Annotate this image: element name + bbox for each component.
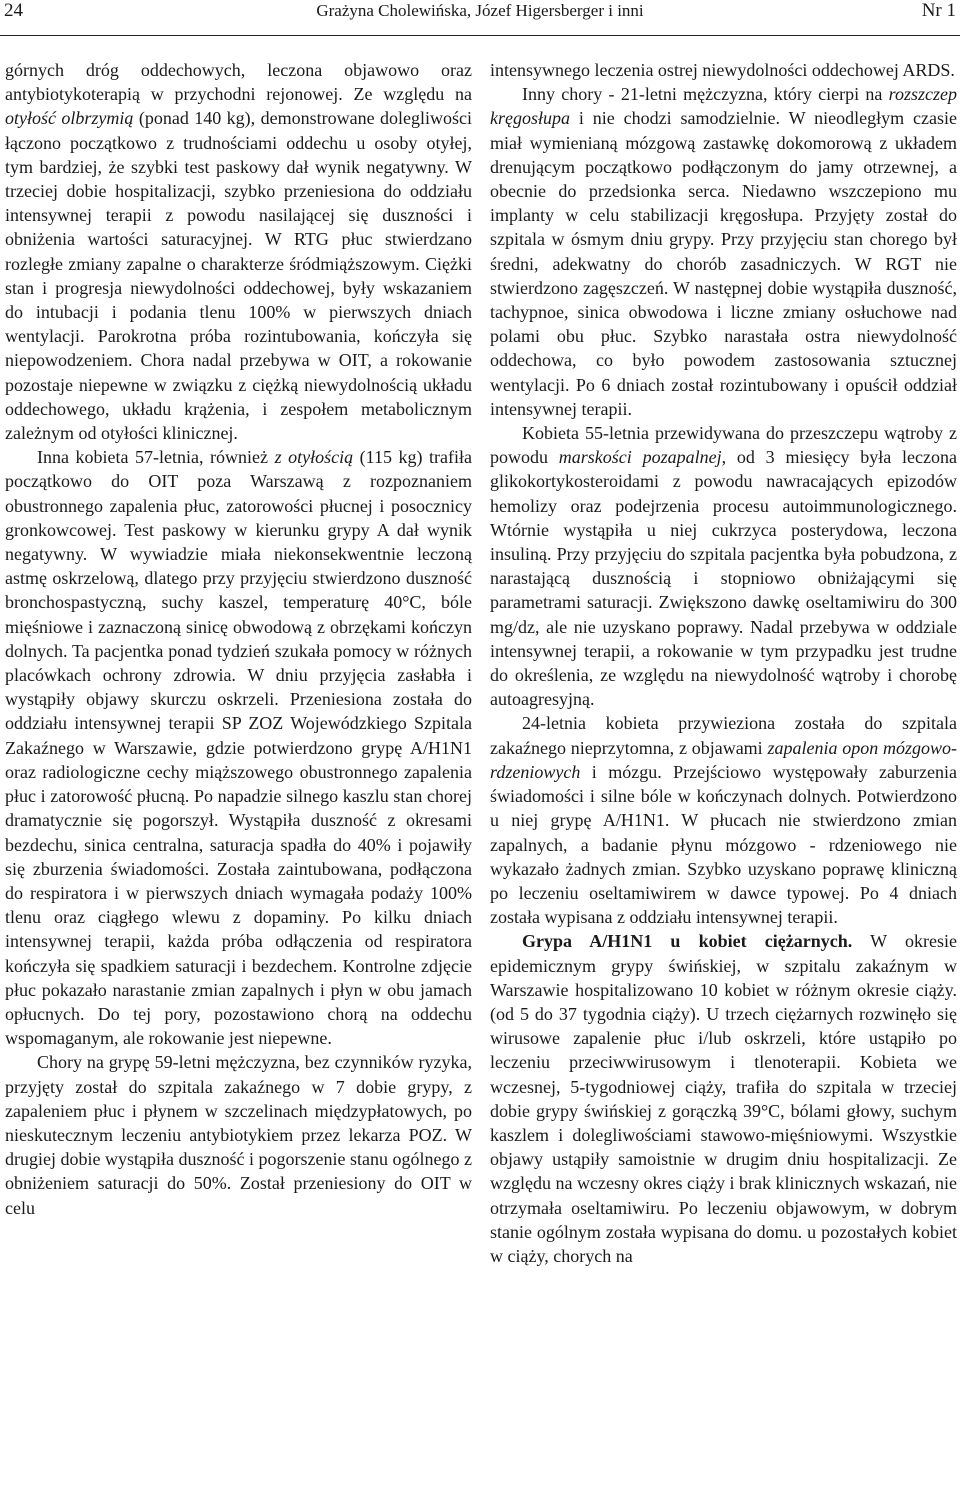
issue-number: Nr 1 [921,0,956,21]
section-heading: Grypa A/H1N1 u kobiet ciężarnych. [522,931,853,952]
running-header-authors: Grażyna Cholewińska, Józef Higersberger i inni [316,1,644,20]
right-column [490,58,957,1268]
emphasis: rozszczep kręgosłupa [490,84,957,129]
page-number: 24 [4,0,23,21]
paragraph: Inny chory - 21-letni mężczyzna, który cierpi na rozszczep kręgosłupa i nie chodzi samodzielnie. W nieodległym czasie miał wymienianą mózgową zastawkę dokomorową z układem drenującym początkowo podłączonym do jamy otrzewnej, a obecnie do przedsionka serca. Niedawno wszczepiono mu implanty w celu stabilizacji kręgosłupa. Przyjęty został do szpitala w ósmym dniu grypy. Przy przyjęciu stan chorego był średni, adekwatny do chorób zasadniczych. W RGT nie stwierdzono zagęszczeń. W następnej dobie wystąpiła duszność, tachypnoe, sinica obwodowa i liczne zmiany osłuchowe nad polami obu płuc. Szybko narastała ostra niewydolność oddechowa, co było powodem zastosowania sztucznej wentylacji. Po 6 dniach został rozintubowany i opuścił oddział intensywnej terapii. [490,84,957,419]
paragraph: intensywnego leczenia ostrej niewydolności oddechowej ARDS. [490,60,955,80]
emphasis: z otyłością [274,447,354,468]
paragraph: górnych dróg oddechowych, leczona objawowo oraz antybiotykoterapią w przychodni rejonowej. Ze względu na otyłość olbrzymią (ponad 140 kg), demonstrowane dolegliwości łączono początkowo z trudnościami oddechu u osoby otyłej, tym bardziej, że szybki test paskowy dał wynik negatywny. W trzeciej dobie hospitalizacji, szybko przeniesiona do oddziału intensywnej terapii z powodu nasilającej się duszności i obniżenia wartości saturacyjnej. W RTG płuc stwierdzano rozległe zmiany zapalne o charakterze śródmiąższowym. Ciężki stan i progresja niewydolności oddechowej, były wskazaniem do intubacji i podania tlenu 100% w pierwszych dniach wentylacji. Parokrotna próba rozintubowania, kończyła się niepowodzeniem. Chora nadal przebywa w OIT, a rokowanie pozostaje niepewne w związku z ciężką niewydolnością układu oddechowego, układu krążenia, i zespołem metabolicznym zależnym od otyłości klinicznej. [5,60,472,444]
emphasis: zapalenia opon mózgowo-rdzeniowych [490,737,958,782]
paragraph: Inna kobieta 57-letnia, również z otyłością (115 kg) trafiła początkowo do OIT poza Warszawą z rozpoznaniem obustronnego zapalenia płuc, zatorowości płucnej i posocznicy gronkowcowej. Test paskowy w kierunku grypy A dał wynik negatywny. W wywiadzie miała niekonsekwentnie leczoną astmę oskrzelową, dlatego przy przyjęciu stwierdzono duszność bronchospastyczną, suchy kaszel, temperaturę 40°C, bóle mięśniowe i zaznaczoną sinicę obwodową z obrzękami kończyn dolnych. Ta pacjentka ponad tydzień szukała pomocy w różnych placówkach ochrony zdrowia. W dniu przyjęcia zasłabła i wystąpiły objawy skurczu oskrzeli. Przeniesiona została do oddziału intensywnej terapii SP ZOZ Wojewódzkiego Szpitala Zakaźnego w Warszawie, gdzie potwierdzono grypę A/H1N1 oraz radiologiczne cechy miąższowego obustronnego zapalenia płuc i zatorowość płucną. Po napadzie silnego kaszlu stan chorej dramatycznie się pogorszył. Wystąpiła duszność z okresami bezdechu, sinica centralna, saturacja spadła do 40% i pojawiły się zburzenia świadomości. Została zaintubowana, podłączona do respiratora i w pierwszych dniach wymagała podaży 100% tlenu oraz ciągłego wlewu z dopaminy. Po kilku dniach intensywnej terapii, każda próba odłączenia od respiratora kończyła się spadkiem saturacji i bezdechem. Kontrolne zdjęcie płuc pokazało narastanie zmian zapalnych i płyn w obu jamach opłucnych. Do tej pory, pozostawiono chorą na oddechu wspomaganym, ale rokowanie jest niepewne. [5,447,472,1049]
paragraph: 24-letnia kobieta przywieziona została do szpitala zakaźnego nieprzytomna, z objawami zapalenia opon mózgowo-rdzeniowych i mózgu. Przejściowo występowały zaburzenia świadomości i silne bóle w kończynach dolnych. Potwierdzono u niej grypę A/H1N1. W płucach nie stwierdzono zmian zapalnych, a badanie płynu mózgowo - rdzeniowego nie wykazało żadnych zmian. Szybko uzyskano poprawę kliniczną po leczeniu oseltamiwirem w dawce typowej. Po 4 dniach została wypisana z oddziału intensywnej terapii. [490,713,958,928]
paragraph: Kobieta 55-letnia przewidywana do przeszczepu wątroby z powodu marskości pozapalnej, od 3 miesięcy była leczona glikokortykosteroidami z powodu nawracających epizodów hemolizy oraz podejrzenia procesu autoimmunologicznego. Wtórnie wystąpiła u niej cukrzyca posterydowa, leczona insuliną. Przy przyjęciu do szpitala pacjentka była pobudzona, z narastającą dusznością i stopniowo obniżającymi się parametrami saturacji. Zwiększono dawkę oseltamiwiru do 300 mg/dz, ale nie uzyskano poprawy. Nadal przebywa w oddziale intensywnej terapii, a rokowanie w tym przypadku jest trudne do określenia, ze względu na niewydolność wątroby i chorobę autoagresyjną. [490,423,957,710]
paragraph: Grypa A/H1N1 u kobiet ciężarnych. W okresie epidemicznym grypy świńskiej, w szpitalu zakaźnym w Warszawie hospitalizowano 10 kobiet w różnym okresie ciąży. (od 5 do 37 tygodnia ciąży). U trzech ciężarnych rozwinęło się wirusowe zapalenie płuc i/lub oskrzeli, które ustąpiło po leczeniu przeciwwirusowym i tlenoterapii. Kobieta we wczesnej, 5-tygodniowej ciąży, trafiła do szpitala w trzeciej dobie grypy świńskiej z gorączką 39°C, bólami głowy, suchym kaszlem i dolegliwościami stawowo-mięśniowymi. Wszystkie objawy ustąpiły samoistnie w drugim dniu hospitalizacji. Ze względu na wczesny okres ciąży i brak klinicznych wskazań, nie otrzymała oseltamiwiru. Po leczeniu objawowym, w dobrym stanie ogólnym została wypisana do domu. u pozostałych kobiet w ciąży, chorych na [490,931,957,1266]
emphasis: marskości pozapalnej [558,447,722,468]
emphasis: otyłość olbrzymią [5,108,134,129]
left-column [5,58,472,1220]
paragraph: Chory na grypę 59-letni mężczyzna, bez czynników ryzyka, przyjęty został do szpitala zakaźnego w 7 dobie grypy, z zapaleniem płuc i płynem w szczelinach międzypłatowych, po nieskutecznym leczeniu antybiotykiem przez lekarza POZ. W drugiej dobie wystąpiła duszność i pogorszenie stanu ogólnego z obniżeniem saturacji do 50%. Został przeniesiony do OIT w celu [5,1052,472,1218]
header-divider [0,35,960,36]
running-header [0,0,960,40]
